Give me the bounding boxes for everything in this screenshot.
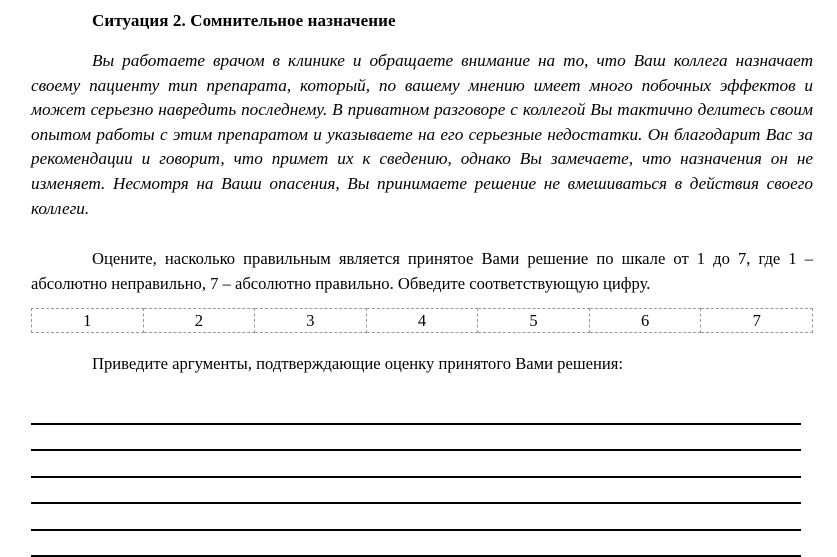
table-row <box>32 309 813 333</box>
rating-cell-6[interactable]: 6 <box>589 309 701 333</box>
instruction-text: Оцените, насколько правильным является принятое Вами решение по шкале от 1 до 7, где 1 – абсолютно неправильно, 7 – абсолютно правильно. Обведите соответствующую цифру. <box>31 247 813 296</box>
answer-write-in-area[interactable] <box>31 398 801 557</box>
scenario-text: Вы работаете врачом в клинике и обращаете внимание на то, что Ваш коллега назначает своему пациенту тип препарата, который, по вашему мнению имеет много побочных эффектов и может серьезно навредить последнему. В приватном разговоре с коллегой Вы тактично делитесь своим опытом работы с этим препаратом и указываете на его серьезные недостатки. Он благодарит Вас за рекомендации и говорит, что примет их к сведению, однако Вы замечаете, что назначения он не изменяет. Несмотря на Ваши опасения, Вы принимаете решение не вмешиваться в действия своего коллеги. <box>31 49 813 221</box>
answer-line[interactable] <box>31 451 801 478</box>
answer-line[interactable] <box>31 425 801 452</box>
answer-line[interactable] <box>31 504 801 531</box>
rating-scale-table <box>31 308 813 333</box>
rating-cell-2[interactable]: 2 <box>143 309 255 333</box>
rating-cell-4[interactable]: 4 <box>366 309 478 333</box>
answer-line[interactable] <box>31 531 801 557</box>
argument-prompt-label: Приведите аргументы, подтверждающие оценку принятого Вами решения: <box>31 352 813 376</box>
rating-cell-3[interactable]: 3 <box>255 309 367 333</box>
page-title: Ситуация 2. Сомнительное назначение <box>31 10 813 32</box>
rating-cell-5[interactable]: 5 <box>478 309 590 333</box>
answer-line[interactable] <box>31 478 801 505</box>
rating-cell-1[interactable]: 1 <box>32 309 144 333</box>
answer-line[interactable] <box>31 398 801 425</box>
rating-cell-7[interactable]: 7 <box>701 309 813 333</box>
